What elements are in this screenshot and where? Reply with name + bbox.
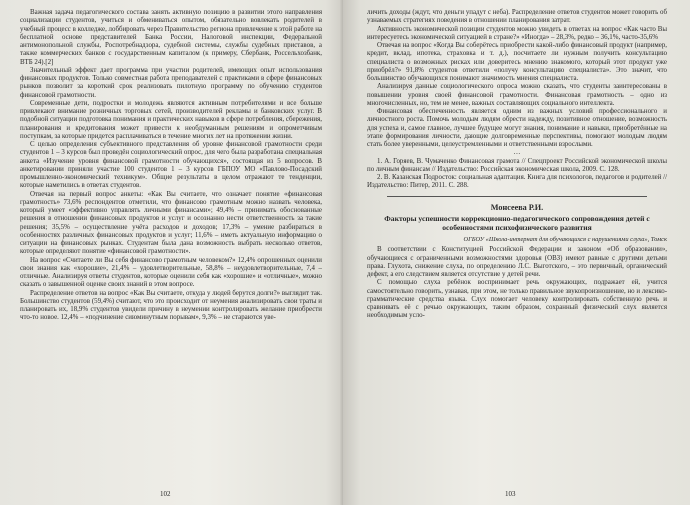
ellipsis: … [513,149,521,157]
paragraph: Финансовая обеспеченность является одним из важных условий профессионального и личностного роста. Помочь молодым людям обрести надежду, позитивное отношение, возможность для успеха и, самое главное, лучшее будущее могут знания, понимание и навыки, приобретённые на этапе формирования личности, дающие долговременные перспективы, помогают молодым людям стать более уверенными, целеустремленными и ответственными взрослыми. [367,108,667,148]
article-separator [387,196,647,197]
paragraph: Важная задача педагогического состава занять активную позицию в развитии этого направления социализации студентов, учиться и обмениваться опытом, обязательно вовлекать родителей в учебный процесс в колледже, лоббировать через Правительство региона привлечение к этой работе на бесплатной основе представителей Банка России, Налоговой инспекции, Федеральной антимонопольной службы, Роспотребнадзора, судебной системы, службы судебных приставов, а также коммерческих банков с государственным капиталом (к примеру, Сбербанк, Россельхозбанк, ВТБ 24).[2] [20,9,322,66]
paragraph: личить доходы (ждут, что деньги упадут с неба). Распределение ответов студентов может говорить об узнаваемых стратегиях поведения в отношении планирования затрат. [367,9,667,25]
right-page [343,0,690,505]
reference-item: 1. А. Горяев, В. Чумаченко Финансовая грамота // Спецпроект Российской экономической школы по личным финансам // Издательство: Российская экономическая школа, 2009. С. 128. [367,157,667,173]
paragraph: Распределение ответов на вопрос «Как Вы считаете, откуда у людей берутся долги?» выглядит так. Большинство студентов (59,4%) считают, что это происходит от неумения анализировать свои траты и планировать их, 18,9% студентов увидели причину в неумении контролировать желание приобрести что-то новое. 12,4% – «подчинение сиюминутным порывам», 9,3% – не стараются уве- [20,289,322,322]
left-text-column [20,9,322,323]
paragraph: С помощью слуха ребёнок воспринимает речь окружающих, подражает ей, учится самостоятельно говорить, узнавая, при этом, не только правильное звукопроизношение, но и лексико-грамматические средства языка. Слух помогает человеку контролировать собственную речь и сравнивать её с речью окружающих, таким образом, сохранный физический слух является необходимым усло- [367,279,667,320]
page-number: 102 [160,490,171,498]
paragraph: На вопрос «Считаете ли Вы себя финансово грамотным человеком?» 12,4% опрошенных оценили свои знания как «хорошие», 21,4% – удовлетворительные, 58,8% – неудовлетворительные, 7,4 – отличные. Анализируя ответы студентов, которые оценили себя как «хорошие» и «отличные», можно сказать о завышенной оценке своих знаний в этом вопросе. [20,256,322,289]
paragraph: Современные дети, подростки и молодежь являются активным потребителями и все больше привлекают внимание розничных торговых сетей, производителей рекламы и банковских услуг. В подобной ситуации подготовка понимания и практических навыков в сфере потребления, сбережения, планирования и кредитования может привести к необдуманным решениям и опрометчивым поступкам, за которые придется расплачиваться в течение многих лет на протяжении жизни. [20,99,322,140]
left-page [0,0,343,505]
paragraph: Активность экономической позиции студентов можно увидеть в ответах на вопрос «Как часто Вы интересуетесь экономической ситуацией в стране?» «Иногда» – 28,3%, редко – 36,1%, часто-35,6% [367,25,667,41]
article-author: Монсеева Р.И. [490,202,544,212]
paragraph: Анализируя данные социологического опроса можно сказать, что студенты заинтересованы в повышении уровня своей финансовой грамотности. Финансовая грамотность – одно из многочисленных, но, тем не менее, важных составляющих социального интеллекта. [367,83,667,107]
reference-item: 2. В. Казанская Подросток: социальная адаптация. Книга для психологов, педагогов и родителей // Издательство: Питер, 2011. С. 288. [367,174,667,190]
paragraph: С целью определения субъективного представления об уровне финансовой грамотности среди студентов 1 – 3 курсов был проведён социологический опрос, для чего была разработана специальная анкета «Изучение уровня финансовой грамотности обучающихся», состоящая из 5 вопросов. В анкетировании приняли участие 100 студентов 1 – 3 курсов ГБПОУ МО «Павлово-Посадский промышленно-экономический техникум». Общие результаты в целом отражают те тенденции, которые наметились в ответах студентов. [20,141,322,190]
paragraph: В соответствии с Конституцией Российской Федерации и законом «Об образовании», обучающиеся с ограниченными возможностями здоровья (ОВЗ) имеют равные с другими детьми права. Глухота, снижение слуха, по определению Л.С. Выготского, – это первичный, органический дефект, а его следствием является отсутствие у детей речи. [367,246,667,279]
article-title: Факторы успешности коррекционно-педагогического сопровождения детей с особенностями психофизического развития [384,213,650,232]
right-text-column [367,9,667,321]
paragraph: Отвечая на первый вопрос анкеты: «Как Вы считаете, что означает понятие «финансовая грамотность» 73,6% респондентов отметили, что финансово грамотным можно назвать человека, который умеет «эффективно управлять личными финансами»; 49,4% – принимать обоснованные решения в отношении финансовых продуктов и услуг и осознанно нести ответственность за такие решения; 35,5% – осуществление учёта расходов и доходов; 17,3% – умение разбираться в особенностях различных финансовых продуктов и услуг; 11,6% – иметь актуальную информацию о ситуации на финансовых рынках. Студентам была дана возможность выбрать несколько ответов, которые определяют понятие «финансовой грамотности». [20,190,322,256]
paragraph: Отвечая на вопрос «Когда Вы соберётесь приобрести какой-либо финансовый продукт (например, кредит, вклад, ипотека, страховка и т. д.), посчитаете ли нужным получить консультацию специалиста о возможных рисках или доверитесь мнению знакомого, который этот продукт уже приобрёл?» 91,8% студентов ответили «получу консультацию специалиста». Это значит, что большинство обучающихся понимают значимость мнения специалиста. [367,42,667,82]
paragraph: Значительный эффект дает программа при участии родителей, имеющих опыт использования финансовых продуктов. Только совместная работа преподавателей с практиками в сфере финансовых рынков позволит за короткий срок реализовать пилотную программу по обучению студентов финансовой грамотности. [20,66,322,99]
references-list [367,158,667,191]
article-affiliation: ОГБОУ «Школа-интернат для обучающихся с нарушениями слуха», Томск [463,235,667,243]
page-number: 103 [505,490,516,498]
